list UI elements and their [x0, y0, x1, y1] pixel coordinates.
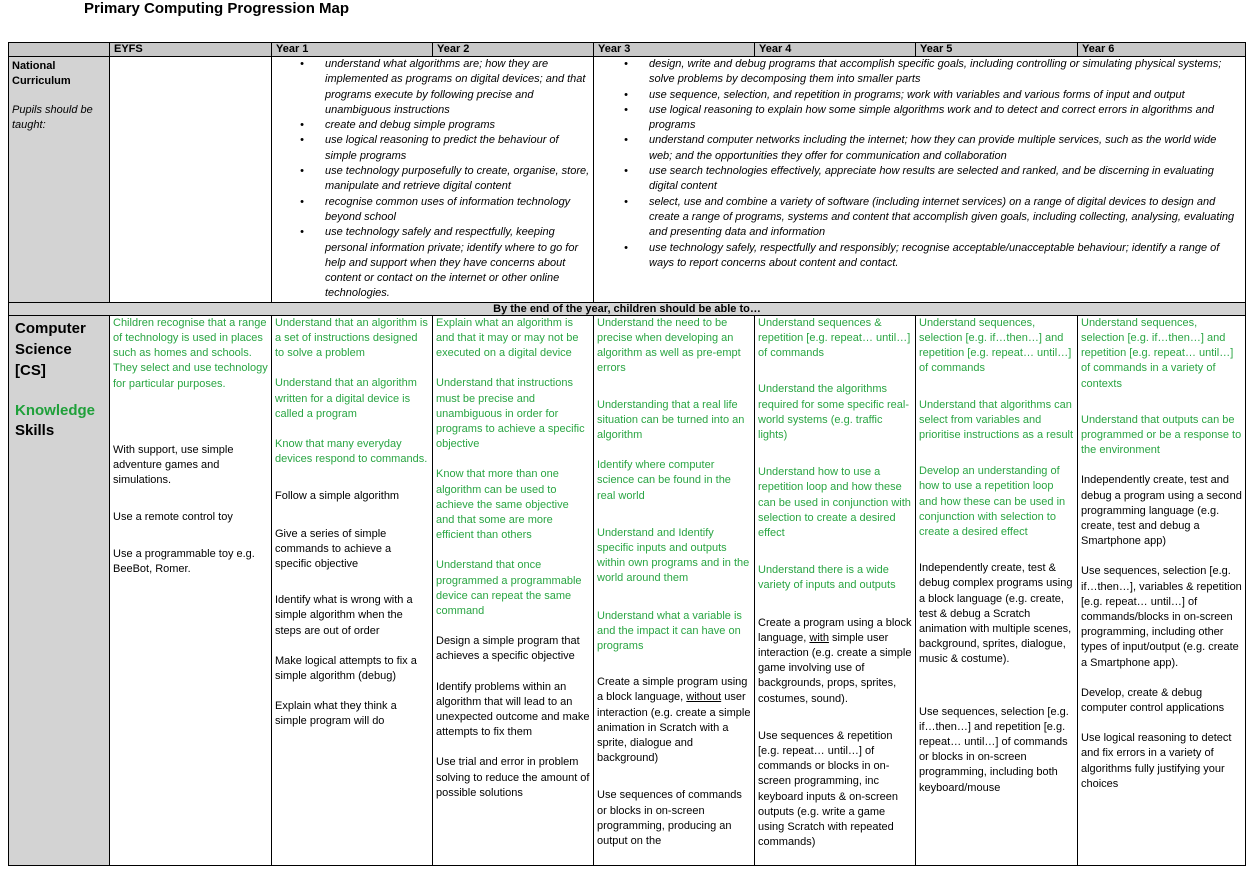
nc-ks2-item: • understand computer networks including the internet; how they can provide multiple services, such as the world wide web; and the opportunities they offer for communication and collaboration	[649, 133, 1242, 164]
skill-text: Independently create, test & debug complex programs using a block language (e.g. create, test & debug a Scratch animation with multiple scenes, background, sprites, dialogue, music & costume).	[919, 562, 1073, 666]
header-row	[9, 43, 1246, 57]
nc-ks1-item: • use logical reasoning to predict the behaviour of simple programs	[325, 133, 590, 164]
skill-text: Use logical reasoning to detect and fix errors in a variety of algorithms fully justifying your choices	[1081, 732, 1232, 790]
cs-title: Computer Science [CS]	[15, 319, 86, 379]
cs-eyfs-cell	[110, 315, 272, 866]
knowledge-text: Understand sequences, selection [e.g. if…then…] and repetition [e.g. repeat… until…] of commands in a variety of contexts	[1081, 316, 1234, 390]
skill-text: Make logical attempts to fix a simple algorithm (debug)	[275, 654, 417, 682]
cs-year-1-cell	[272, 315, 433, 866]
skill-text: Use sequences & repetition [e.g. repeat… until…] of commands or blocks in on-screen programming, inc keyboard inputs & on-screen outputs (e.g. write a game using Scratch with repeated commands)	[758, 729, 899, 849]
skill-text: Identify what is wrong with a simple algorithm when the steps are out of order	[275, 594, 413, 637]
skill-text-underlined: with	[809, 631, 829, 644]
skill-text-part: Create a simple program using a block language,	[597, 676, 748, 704]
header-year-4: Year 4	[755, 43, 916, 57]
knowledge-text: Understand that an algorithm written for a digital device is called a program	[275, 377, 417, 420]
banner-text: By the end of the year, children should be able to…	[9, 302, 1246, 315]
national-curriculum-row	[9, 57, 1246, 303]
header-year-6: Year 6	[1078, 43, 1246, 57]
cs-year-4-cell	[755, 315, 916, 866]
skill-text: Identify problems within an algorithm that will lead to an unexpected outcome and make attempts to fix them	[436, 680, 590, 739]
nc-ks2-item: • use logical reasoning to explain how some simple algorithms work and to detect and correct errors in algorithms and programs	[649, 103, 1242, 134]
nc-ks1-cell	[272, 57, 594, 303]
knowledge-text: Understanding that a real life situation can be turned into an algorithm	[597, 398, 745, 441]
skill-text	[597, 675, 751, 766]
header-year-3: Year 3	[594, 43, 755, 57]
nc-ks2-cell	[594, 57, 1246, 303]
knowledge-text: Understand and Identify specific inputs and outputs within own programs and in the world around them	[597, 526, 750, 585]
cs-year-5-cell	[916, 315, 1078, 866]
computer-science-heading	[9, 315, 110, 866]
skill-text: Use a remote control toy	[113, 511, 233, 524]
header-year-1: Year 1	[272, 43, 433, 57]
header-year-2: Year 2	[433, 43, 594, 57]
nc-ks2-item: • design, write and debug programs that accomplish specific goals, including controlling or simulating physical systems; solve problems by decomposing them into smaller parts	[649, 57, 1242, 88]
knowledge-text: Know that more than one algorithm can be used to achieve the same objective and that some are more efficient than others	[436, 468, 569, 542]
knowledge-text: Understand that outputs can be programmed or be a response to the environment	[1081, 413, 1242, 457]
knowledge-text: Children recognise that a range of technology is used in places such as homes and schools. They select and use technology for particular purposes.	[113, 316, 268, 390]
knowledge-text: Explain what an algorithm is and that it may or may not be executed on a digital device	[436, 316, 579, 360]
cs-knowledge-label: Knowledge	[15, 401, 96, 419]
knowledge-text: Understand that an algorithm is a set of instructions designed to solve a problem	[275, 316, 428, 360]
nc-ks1-item: • recognise common uses of information technology beyond school	[325, 195, 590, 226]
skill-text	[758, 616, 912, 707]
skill-text: Explain what they think a simple program will do	[275, 700, 397, 728]
skill-text: With support, use simple adventure games and simulations.	[113, 443, 234, 487]
knowledge-text: Understand the algorithms required for some specific real-world systems (e.g. traffic lights)	[758, 383, 910, 441]
cs-year-2-cell	[433, 315, 594, 866]
skill-text: Use sequences of commands or blocks in on-screen programming, producing an output on the	[597, 789, 742, 848]
skill-text-part: user interaction (e.g. create a simple animation in Scratch with a sprite, dialogue and background)	[597, 691, 751, 765]
knowledge-text: Identify where computer science can be found in the real world	[597, 459, 731, 502]
skill-text: Give a series of simple commands to achieve a specific objective	[275, 527, 392, 570]
progression-table	[8, 42, 1246, 866]
nc-subtitle: Pupils should be taught:	[12, 104, 93, 131]
knowledge-text: Understand sequences & repetition [e.g. repeat… until…] of commands	[758, 316, 911, 360]
nc-ks1-item: • create and debug simple programs	[325, 118, 590, 133]
skill-text: Use sequences, selection [e.g. if…then…] and repetition [e.g. repeat… until…] of commands or blocks in on-screen programming, including both keyboard/mouse	[919, 705, 1069, 794]
skill-text-part: simple user interaction (e.g. create a simple game involving use of backgrounds, props, sprites, costumes, sound).	[758, 631, 912, 705]
nc-title: National Curriculum	[12, 60, 71, 87]
nc-ks1-item: • use technology purposefully to create, organise, store, manipulate and retrieve digital content	[325, 164, 590, 195]
page-title: Primary Computing Progression Map	[84, 0, 350, 17]
skill-text-underlined: without	[686, 691, 722, 704]
nc-ks1-list	[275, 57, 590, 302]
cs-skills-label: Skills	[15, 421, 55, 439]
skill-text: Use trial and error in problem solving to reduce the amount of possible solutions	[436, 756, 590, 799]
knowledge-text: Understand there is a wide variety of inputs and outputs	[758, 564, 896, 592]
skill-text: Use sequences, selection [e.g. if…then…], variables & repetition [e.g. repeat… until…] of commands/blocks in on-screen programming, including other types of input/output (e.g. create a Smartphone app).	[1081, 565, 1242, 669]
computer-science-row	[9, 315, 1246, 866]
knowledge-text: Understand the need to be precise when developing an algorithm as well as pre-empt errors	[597, 316, 741, 375]
nc-eyfs-cell	[110, 57, 272, 303]
skill-text: Use a programmable toy e.g. BeeBot, Romer.	[113, 547, 255, 575]
skill-text: Develop, create & debug computer control applications	[1081, 686, 1225, 715]
knowledge-text: Understand what a variable is and the impact it can have on programs	[597, 609, 742, 652]
nc-ks1-item: • understand what algorithms are; how they are implemented as programs on digital devices; and that programs execute by following precise and unambiguous instructions	[325, 57, 590, 118]
header-year-5: Year 5	[916, 43, 1078, 57]
nc-ks2-list	[597, 57, 1242, 271]
skill-text: Design a simple program that achieves a specific objective	[436, 635, 580, 663]
skill-text: Follow a simple algorithm	[275, 490, 400, 503]
nc-ks2-item: • use sequence, selection, and repetition in programs; work with variables and various forms of input and output	[649, 88, 1242, 103]
knowledge-text: Understand how to use a repetition loop and how these can be used in conjunction with selection to create a desired effect	[758, 466, 911, 539]
cs-year-3-cell	[594, 315, 755, 866]
nc-ks2-item: • use search technologies effectively, appreciate how results are selected and ranked, and be discerning in evaluating digital content	[649, 164, 1242, 195]
nc-ks2-item: • use technology safely, respectfully and responsibly; recognise acceptable/unacceptable behaviour; identify a range of ways to report concerns about content and contact.	[649, 241, 1242, 272]
header-corner	[9, 43, 110, 57]
knowledge-text: Understand sequences, selection [e.g. if…then…] and repetition [e.g. repeat… until…] of commands	[919, 316, 1072, 375]
header-eyfs: EYFS	[110, 43, 272, 57]
banner-row	[9, 302, 1246, 315]
nc-ks1-item: • use technology safely and respectfully, keeping personal information private; identify where to go for help and support when they have concerns about content or contact on the internet or other online technologies.	[325, 225, 590, 301]
knowledge-text: Understand that once programmed a programmable device can repeat the same command	[436, 559, 582, 617]
cs-year-6-cell	[1078, 315, 1246, 866]
knowledge-text: Know that many everyday devices respond to commands.	[275, 437, 428, 466]
skill-text: Independently create, test and debug a program using a second programming language (e.g. create, test and debug a Smartphone app)	[1081, 474, 1242, 548]
national-curriculum-heading	[9, 57, 110, 303]
knowledge-text: Develop an understanding of how to use a repetition loop and how these can be used in conjunction with selection to create a desired effect	[919, 465, 1066, 538]
knowledge-text: Understand that algorithms can select from variables and prioritise instructions as a result	[919, 398, 1074, 441]
knowledge-text: Understand that instructions must be precise and unambiguous in order for programs to achieve a specific objective	[436, 377, 585, 451]
skill-text-part: Create a program using a block language,	[758, 616, 912, 644]
nc-ks2-item: • select, use and combine a variety of software (including internet services) on a range of digital devices to design and create a range of programs, systems and content that accomplish given goals, including collecting, analysing, evaluating and presenting data and information	[649, 195, 1242, 241]
